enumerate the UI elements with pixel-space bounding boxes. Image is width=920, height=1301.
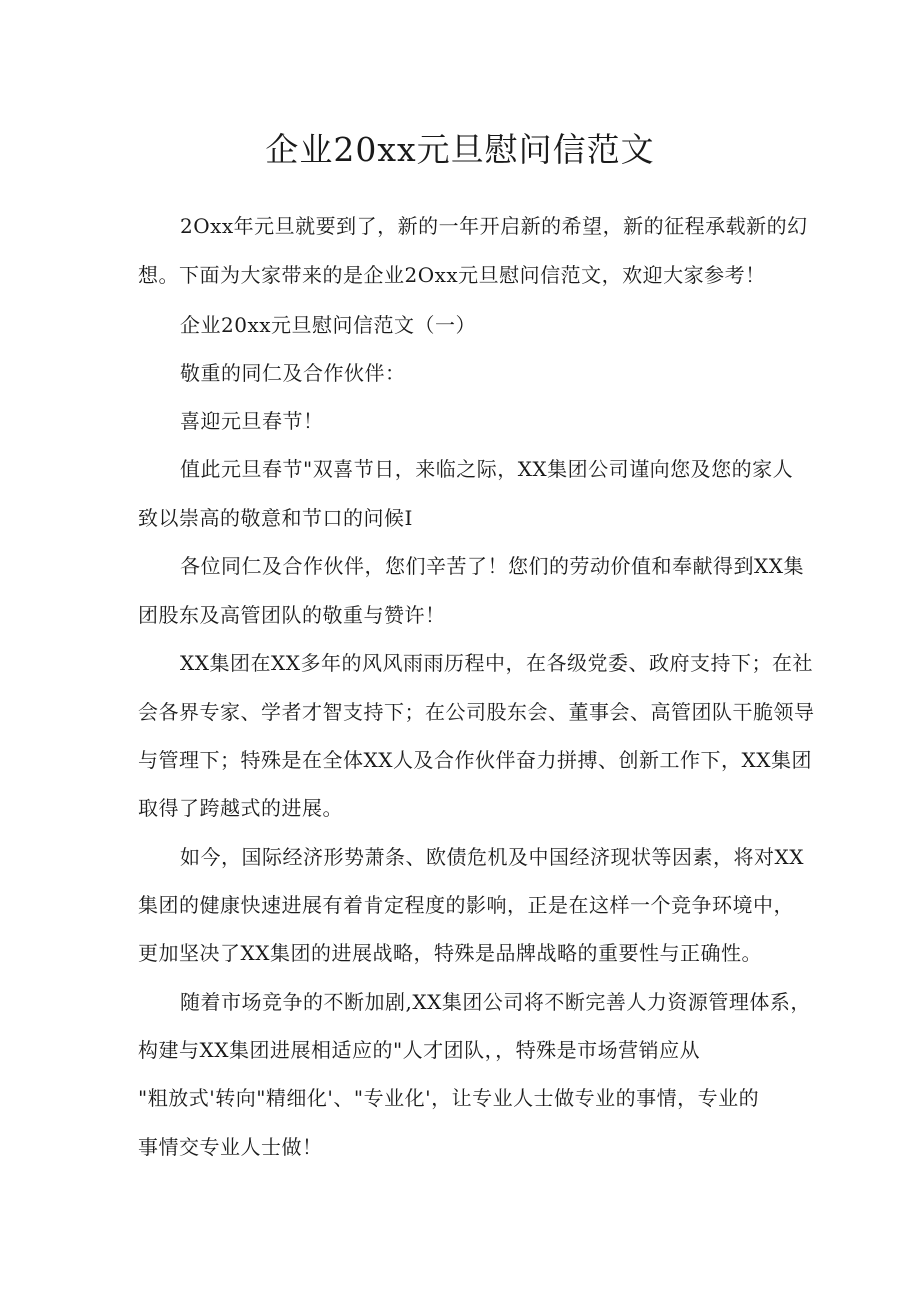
paragraph-line: 值此元旦春节"双喜节日，来临之际，XX集团公司谨向您及您的家人 bbox=[180, 457, 794, 481]
paragraph-line: 致以崇高的敬意和节口的问候I bbox=[138, 506, 413, 530]
greeting: 喜迎元旦春节！ bbox=[180, 409, 324, 433]
paragraph-line: 如今，国际经济形势萧条、欧债危机及中国经济现状等因素，将对XX bbox=[180, 845, 804, 869]
paragraph-line: 想。下面为大家带来的是企业2Oxx元旦慰问信范文，欢迎大家参考！ bbox=[138, 263, 766, 287]
salutation: 敬重的同仁及合作伙伴： bbox=[180, 361, 406, 385]
paragraph-line: 更加坚决了XX集团的进展战略，特殊是品牌战略的重要性与正确性。 bbox=[138, 941, 762, 965]
document-title: 企业20xx元旦慰问信范文 bbox=[265, 130, 655, 169]
paragraph-line: 集团的健康快速进展有着肯定程度的影响，正是在这样一个竞争环境中， bbox=[138, 893, 794, 917]
paragraph-line: XX集团在XX多年的风风雨雨历程中，在各级党委、政府支持下；在社 bbox=[180, 651, 813, 675]
paragraph-line: 事情交专业人士做！ bbox=[138, 1135, 323, 1159]
paragraph-line: 取得了跨越式的进展。 bbox=[138, 796, 343, 820]
paragraph-line: 2Oxx年元旦就要到了，新的一年开启新的希望，新的征程承载新的幻 bbox=[180, 214, 808, 238]
paragraph-line: 与管理下；特殊是在全体XX人及合作伙伴奋力拼搏、创新工作下，XX集团 bbox=[138, 748, 812, 772]
section-heading: 企业20xx元旦慰问信范文（一） bbox=[180, 313, 477, 337]
paragraph-line: 团股东及高管团队的敬重与赞许！ bbox=[138, 603, 446, 627]
paragraph-line: 随着市场竞争的不断加剧,XX集团公司将不断完善人力资源管理体系， bbox=[180, 990, 811, 1014]
paragraph-line: 构建与XX集团进展相适应的"人才团队，，特殊是市场营销应从 bbox=[138, 1038, 701, 1062]
paragraph-line: 会各界专家、学者才智支持下；在公司股东会、董事会、高管团队干脆领导 bbox=[138, 700, 815, 724]
paragraph-line: 各位同仁及合作伙伴，您们辛苦了！您们的劳动价值和奉献得到XX集 bbox=[180, 554, 804, 578]
paragraph-line: "粗放式'转向"精细化'、"专业化'，让专业人士做专业的事情，专业的 bbox=[138, 1086, 760, 1110]
